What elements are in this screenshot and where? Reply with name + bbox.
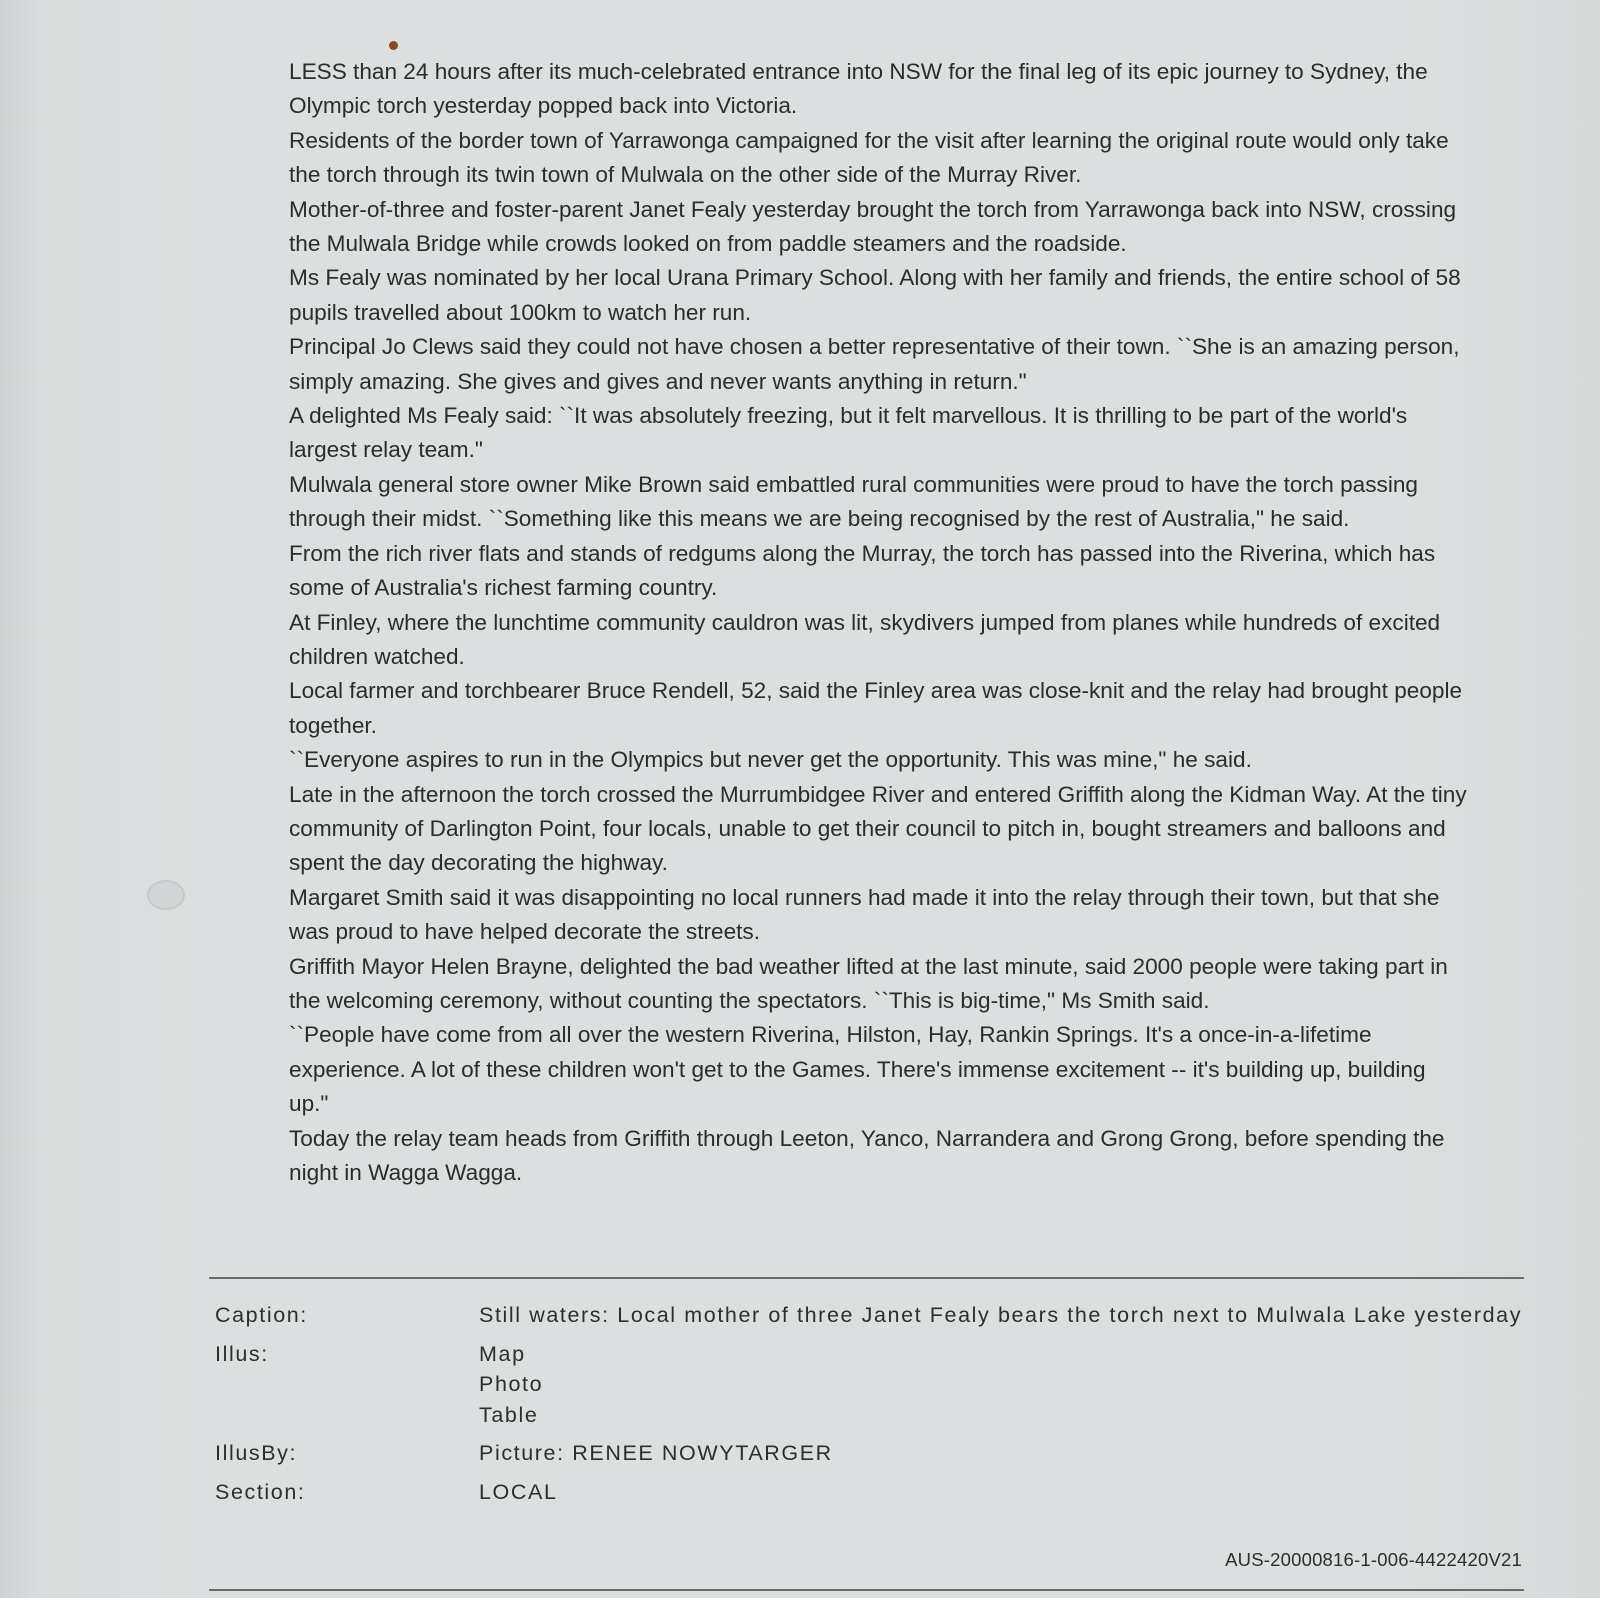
metadata-block (215, 1300, 1525, 1515)
article-paragraph: Local farmer and torchbearer Bruce Rendell, 52, said the Finley area was close-knit and the relay had brought people together. (289, 678, 1463, 738)
article-paragraph: Mulwala general store owner Mike Brown said embattled rural communities were proud to have the torch passing through their midst. ``Something like this means we are being recognised by the rest of Australia," he said. (289, 471, 1418, 532)
article-paragraph: A delighted Ms Fealy said: ``It was absolutely freezing, but it felt marvellous. It is thrilling to be part of the world's largest relay team." (289, 403, 1408, 463)
illus-item: Photo (479, 1372, 544, 1396)
illus-item: Table (479, 1402, 539, 1427)
document-id: AUS-20000816-1-006-4422420V21 (1225, 1549, 1522, 1570)
illus-row (215, 1339, 1525, 1431)
caption-row (215, 1300, 1525, 1331)
illus-label: Illus: (215, 1341, 269, 1366)
article-paragraph: Residents of the border town of Yarrawonga campaigned for the visit after learning the original route would only take the torch through its twin town of Mulwala on the other side of the Murray River. (289, 127, 1449, 188)
paper-mark (147, 880, 185, 910)
article-paragraph: LESS than 24 hours after its much-celebrated entrance into NSW for the final leg of its epic journey to Sydney, the Olympic torch yesterday popped back into Victoria. (289, 59, 1428, 119)
article-paragraph: ``Everyone aspires to run in the Olympics but never get the opportunity. This was mine," he said. (289, 747, 1252, 773)
section-row (215, 1477, 1525, 1508)
illus-item: Map (479, 1341, 526, 1366)
article-paragraph: Ms Fealy was nominated by her local Urana Primary School. Along with her family and friends, the entire school of 58 pupils travelled about 100km to watch her run. (289, 265, 1461, 325)
article-paragraph: Principal Jo Clews said they could not have chosen a better representative of their town. ``She is an amazing person, simply amazing. She gives and gives and never wants anything in return." (289, 334, 1460, 394)
article-paragraph: ``People have come from all over the western Riverina, Hilston, Hay, Rankin Springs. It's a once-in-a-lifetime experience. A lot of these children won't get to the Games. There's immense excitement -- it's building up, building up." (289, 1022, 1426, 1117)
section-label: Section: (215, 1479, 306, 1504)
article-paragraph: Mother-of-three and foster-parent Janet Fealy yesterday brought the torch from Yarrawonga back into NSW, crossing the Mulwala Bridge while crowds looked on from paddle steamers and the roadside. (289, 196, 1457, 257)
divider-top (209, 1277, 1524, 1279)
illusby-value: Picture: RENEE NOWYTARGER (479, 1441, 833, 1465)
section-value: LOCAL (479, 1479, 558, 1504)
illus-values (479, 1339, 1525, 1431)
article-paragraph: From the rich river flats and stands of redgums along the Murray, the torch has passed into the Riverina, which has some of Australia's richest farming country. (289, 540, 1436, 601)
article-paragraph: Today the relay team heads from Griffith through Leeton, Yanco, Narrandera and Grong Grong, before spending the night in Wagga Wagga. (289, 1125, 1445, 1185)
illusby-label: IllusBy: (215, 1441, 298, 1465)
article-body (289, 55, 1469, 1190)
caption-value: Still waters: Local mother of three Janet Fealy bears the torch next to Mulwala Lake yesterday (479, 1303, 1523, 1327)
ink-spot (389, 41, 398, 50)
illusby-row (215, 1438, 1525, 1469)
divider-bottom (209, 1589, 1524, 1591)
article-paragraph: At Finley, where the lunchtime community cauldron was lit, skydivers jumped from planes while hundreds of excited children watched. (289, 609, 1441, 669)
article-paragraph: Late in the afternoon the torch crossed the Murrumbidgee River and entered Griffith along the Kidman Way. At the tiny community of Darlington Point, four locals, unable to get their council to pitch in, bought streamers and balloons and spent the day decorating the highway. (289, 781, 1467, 876)
article-paragraph: Margaret Smith said it was disappointing no local runners had made it into the relay through their town, but that she was proud to have helped decorate the streets. (289, 884, 1440, 945)
article-paragraph: Griffith Mayor Helen Brayne, delighted the bad weather lifted at the last minute, said 2000 people were taking part in the welcoming ceremony, without counting the spectators. ``This is big-time," Ms Smith said. (289, 953, 1448, 1013)
caption-label: Caption: (215, 1303, 308, 1327)
